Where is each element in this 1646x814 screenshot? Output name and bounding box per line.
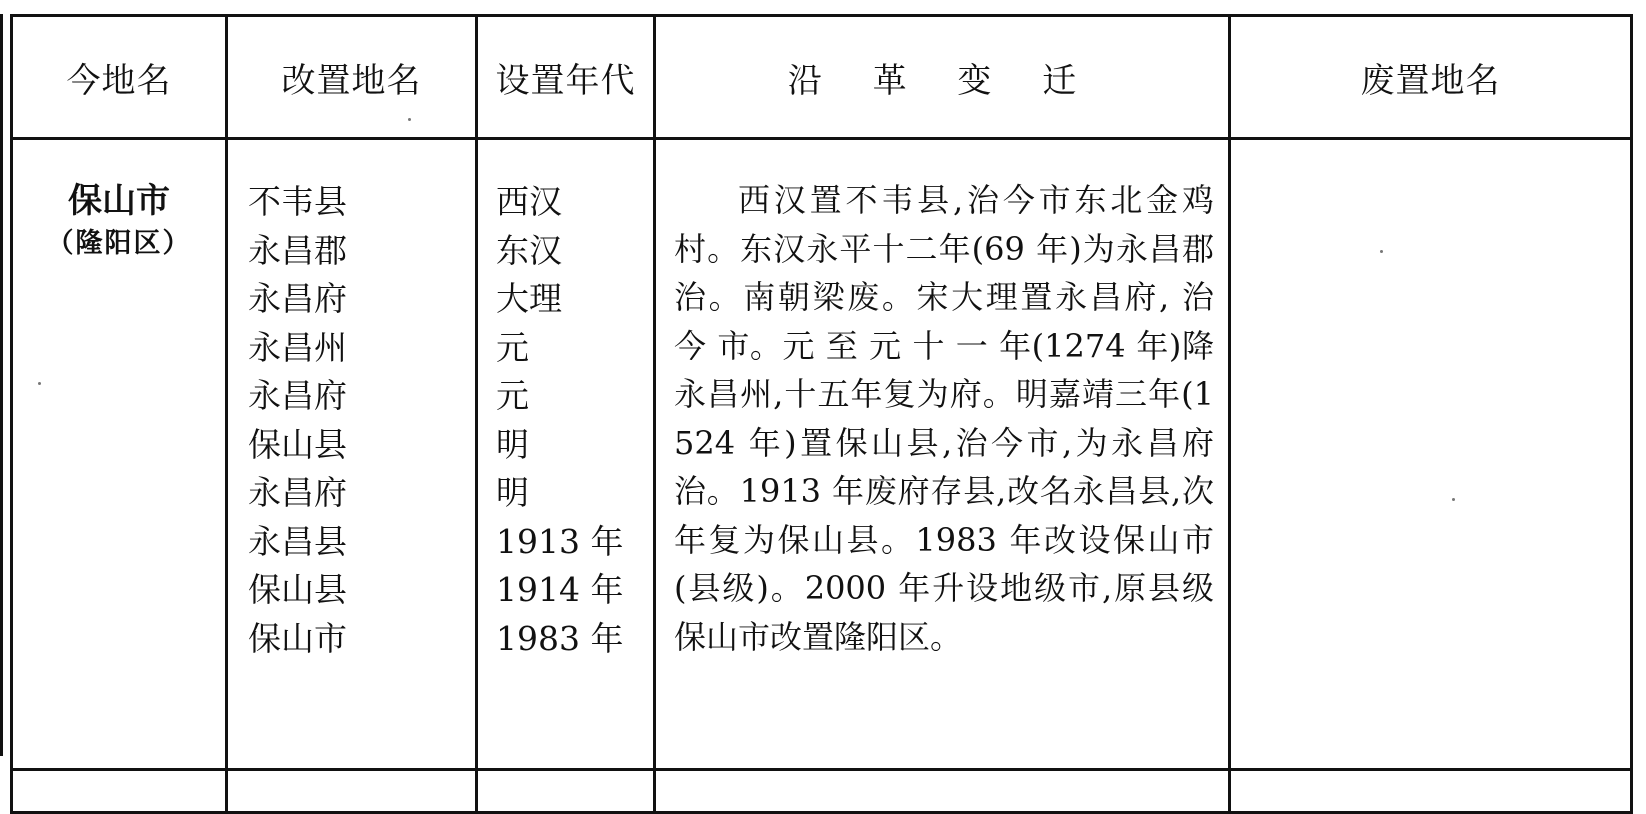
- year-item: 1913 年: [496, 521, 624, 561]
- header-row: [12, 16, 1632, 139]
- next-row-cell: [12, 770, 227, 813]
- year-item: 西汉: [496, 182, 562, 221]
- year-item: 明: [496, 473, 529, 512]
- former-name-item: 永昌郡: [248, 230, 347, 270]
- former-names-list: [228, 140, 475, 663]
- today-name: 保山市: [68, 181, 170, 221]
- next-row-cell: [227, 770, 477, 813]
- year-item: 东汉: [496, 230, 562, 270]
- today-district: （隆阳区）: [46, 228, 192, 259]
- history-cell: [655, 139, 1230, 770]
- years-cell: [477, 139, 655, 770]
- header-former-name: 改置地名: [227, 16, 477, 139]
- former-name-item: 不韦县: [248, 182, 347, 221]
- header-year: 设置年代: [477, 16, 655, 139]
- next-row-cell: [477, 770, 655, 813]
- header-history: 沿 革 变 迁: [655, 16, 1230, 139]
- table-row: [12, 139, 1632, 770]
- header-abolished-name: 废置地名: [1230, 16, 1632, 139]
- former-name-item: 永昌府: [248, 279, 347, 318]
- former-name-item: 永昌州: [248, 327, 347, 367]
- header-today-name: 今地名: [12, 16, 227, 139]
- former-names-cell: [227, 139, 477, 770]
- former-name-item: 保山市: [248, 618, 347, 658]
- next-row-cell: [1230, 770, 1632, 813]
- former-name-item: 永昌府: [248, 376, 347, 415]
- year-item: 元: [496, 376, 529, 415]
- year-item: 明: [496, 424, 529, 464]
- former-name-item: 保山县: [248, 570, 347, 609]
- year-item: 1983 年: [496, 618, 624, 658]
- gazetteer-table: [10, 14, 1633, 814]
- scan-speck: [38, 382, 41, 385]
- year-item: 大理: [496, 279, 562, 318]
- former-name-item: 保山县: [248, 424, 347, 464]
- year-item: 1914 年: [496, 570, 624, 609]
- next-table-row: [12, 770, 1632, 813]
- scan-speck: [1380, 250, 1383, 253]
- page-edge-rule: [0, 14, 3, 756]
- former-name-item: 永昌府: [248, 473, 347, 512]
- history-text: 西汉置不韦县,治今市东北金鸡村。东汉永平十二年(69 年)为永昌郡治。南朝梁废。宋大理置永昌府, 治 今 市。元 至 元 十 一 年(1274 年)降永昌州,十五年复为府。明嘉靖三年(1524 年)置保山县,治今市,为永昌府治。1913 年废府存县,改名永昌县,次年复为保山县。1983 年改设保山市(县级)。2000 年升设地级市,原县级保山市改置隆阳区。: [674, 181, 1214, 656]
- years-list: [478, 140, 653, 663]
- year-item: 元: [496, 327, 529, 367]
- former-name-item: 永昌县: [248, 521, 347, 561]
- scan-speck: [1452, 498, 1455, 501]
- today-name-cell: [12, 139, 227, 770]
- scan-speck: [408, 118, 411, 121]
- abolished-name-cell: [1230, 139, 1632, 770]
- next-row-cell: [655, 770, 1230, 813]
